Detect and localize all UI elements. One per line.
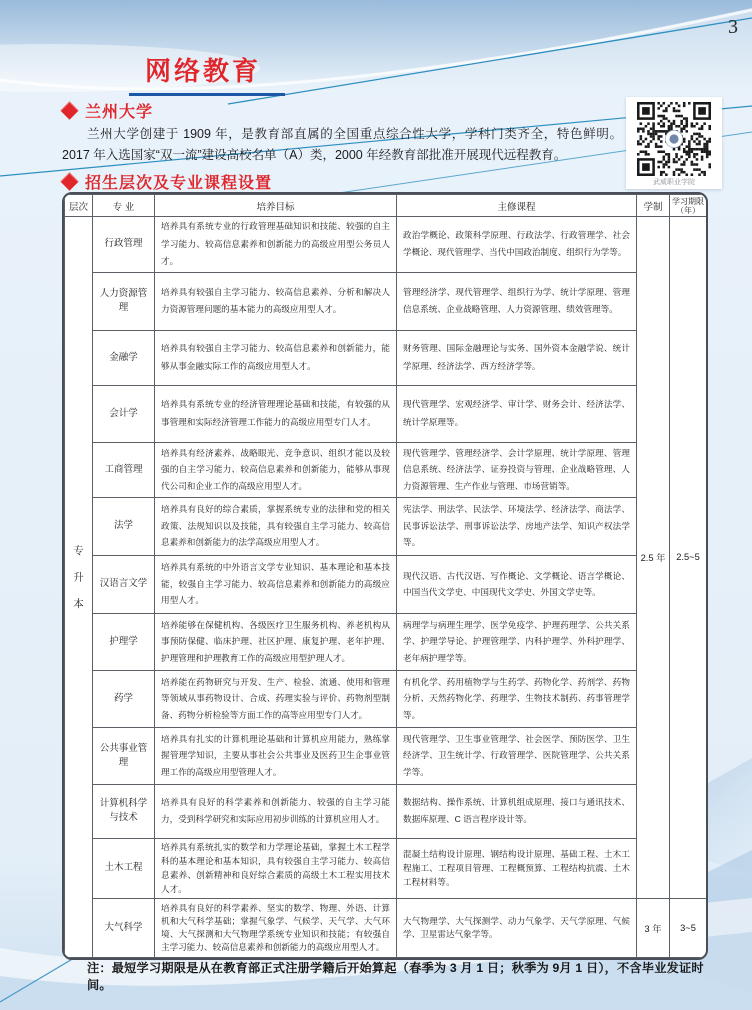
col-header-level: 层次 [65,195,93,217]
courses-cell: 政治学概论、政策科学原理、行政法学、行政管理学、社会学概论、现代管理学、当代中国政治制度、组织行为学等。 [397,217,637,273]
major-cell: 大气科学 [93,898,155,957]
col-header-goal: 培养目标 [155,195,397,217]
goal-cell: 培养具有系统专业的经济管理理论基础和技能，有较强的从事管理和实际经济管理工作能力的高级应用型专门人才。 [155,385,397,442]
courses-cell: 现代管理学、宏观经济学、审计学、财务会计、经济法学、统计学原理等。 [397,385,637,442]
goal-cell: 培养具有较强自主学习能力、较高信息素养和创新能力，能够从事金融实际工作的高级应用型人才。 [155,330,397,385]
duration-cell: 2.5 年 [637,217,670,899]
table-row [65,330,707,385]
goal-cell: 培养具有良好的科学素养和创新能力、较强的自主学习能力，受到科学研究和实际应用初步训练的计算机应用人才。 [155,784,397,838]
goal-cell: 培养能够在保健机构、各级医疗卫生服务机构、养老机构从事预防保健、临床护理、社区护理、康复护理、老年护理、护理管理和护理教育工作的高级应用型护理人才。 [155,613,397,670]
section-heading-label: 兰州大学 [85,104,154,121]
major-cell: 会计学 [93,385,155,442]
goal-cell: 培养具有系统扎实的数学和力学理论基础，掌握土木工程学科的基本理论和基本知识，具有较强自主学习能力、较高信息素养、创新精神和良好综合素质的高级土木工程实用技术人才。 [155,838,397,898]
goal-cell: 培养具有经济素养、战略眼光、竞争意识、组织才能以及较强的自主学习能力、较高信息素养和创新能力，能够从事现代公司和企业工作的高级应用型人才。 [155,442,397,497]
footnote: 注：最短学习期限是从在教育部正式注册学籍后开始算起（春季为 3 月 1 日；秋季为 9月 1 日），不含毕业发证时间。 [87,961,704,992]
goal-cell: 培养具有系统专业的行政管理基础知识和技能、较强的自主学习能力、较高信息素养和创新能力的高级应用型公务员人才。 [155,217,397,273]
goal-cell: 培养具有良好的科学素养、坚实的数学、物理、外语、计算机和大气科学基础；掌握气象学、气候学、天气学、大气环境、大气探测和大气物理学系统专业知识和技能；有较强自主学习能力、较高信息素养和创新能力的高级应用型人才。 [155,898,397,957]
courses-cell: 病理学与病理生理学、医学免疫学、护理药理学、公共关系学、护理学导论、护理管理学、内科护理学、外科护理学、老年病护理学等。 [397,613,637,670]
page-number: 3 [728,16,738,38]
duration-cell: 3 年 [637,898,670,957]
table-row [65,385,707,442]
major-cell: 公共事业管理 [93,727,155,784]
courses-cell: 宪法学、刑法学、民法学、环境法学、经济法学、商法学、民事诉讼法学、刑事诉讼法学、房地产法学、知识产权法学等。 [397,497,637,555]
table-row [65,497,707,555]
section-heading-lanzhou-university [63,99,153,122]
courses-cell: 大气物理学、大气探测学、动力气象学、天气学原理、气候学、卫星雷达气象学等。 [397,898,637,957]
major-cell: 土木工程 [93,838,155,898]
qr-code-icon [637,102,711,176]
level-cell: 专升本 [65,217,93,958]
section-heading-programs [63,170,272,193]
col-header-limit: 学习期限 （年） [670,195,707,217]
col-header-major: 专 业 [93,195,155,217]
table-row [65,217,707,273]
title-underline-rule [129,93,285,96]
courses-cell: 现代管理学、卫生事业管理学、社会医学、预防医学、卫生经济学、卫生统计学、行政管理学、医院管理学、公共关系学等。 [397,727,637,784]
courses-cell: 财务管理、国际金融理论与实务、国外资本金融学说、统计学原理、经济法学、西方经济学等。 [397,330,637,385]
major-cell: 药学 [93,670,155,727]
section-heading-label: 招生层次及专业课程设置 [85,175,273,192]
courses-cell: 混凝土结构设计原理、钢结构设计原理、基础工程、土木工程施工、工程项目管理、工程概预算、工程结构抗震、土木工程材料等。 [397,838,637,898]
diamond-bullet-icon [60,172,78,190]
qr-code-card [626,97,722,189]
qr-caption: 武威职业学院 [653,179,695,186]
goal-cell: 培养具有系统的中外语言文学专业知识、基本理论和基本技能，较强自主学习能力、较高信息素养和创新能力的高级应用型人才。 [155,555,397,613]
courses-cell: 现代管理学、管理经济学、会计学原理、统计学原理、管理信息系统、经济法学、证券投资与管理、企业战略管理、人力资源管理、生产作业与管理、市场营销等。 [397,442,637,497]
goal-cell: 培养能在药物研究与开发、生产、检验、流通、使用和管理等领域从事药物设计、合成、药理实验与评价、药物剂型制备、药物分析检验等方面工作的高等应用型专门人才。 [155,670,397,727]
table-row [65,727,707,784]
table-row [65,838,707,898]
courses-cell: 数据结构、操作系统、计算机组成原理、接口与通讯技术、数据库原理、C 语言程序设计等。 [397,784,637,838]
courses-cell: 现代汉语、古代汉语、写作概论、文学概论、语言学概论、中国当代文学史、中国现代文学史、外国文学史等。 [397,555,637,613]
major-cell: 汉语言文学 [93,555,155,613]
major-cell: 工商管理 [93,442,155,497]
col-header-duration: 学制 [637,195,670,217]
diamond-bullet-icon [60,101,78,119]
goal-cell: 培养具有较强自主学习能力、较高信息素养、分析和解决人力资源管理问题的基本能力的高级应用型人才。 [155,272,397,330]
major-cell: 金融学 [93,330,155,385]
col-header-courses: 主修课程 [397,195,637,217]
table-row [65,898,707,957]
goal-cell: 培养具有良好的综合素质，掌握系统专业的法律和党的相关政策、法规知识以及技能，具有较强自主学习能力、较高信息素养和创新能力的法学高级应用型人才。 [155,497,397,555]
limit-cell: 2.5~5 [670,217,707,899]
table-row [65,555,707,613]
courses-cell: 管理经济学、现代管理学、组织行为学、统计学原理、管理信息系统、企业战略管理、人力资源管理、绩效管理等。 [397,272,637,330]
table-row [65,272,707,330]
major-cell: 护理学 [93,613,155,670]
major-cell: 人力资源管理 [93,272,155,330]
page-title: 网络教育 [145,56,262,86]
table-header-row [65,195,707,217]
table-row [65,670,707,727]
university-intro-paragraph: 兰州大学创建于 1909 年，是教育部直属的全国重点综合性大学，学科门类齐全，特色鲜明。2017 年入选国家“双一流”建设高校名单（A）类，2000 年经教育部批准开展现代远程教育。 [62,127,622,162]
table-row [65,784,707,838]
major-cell: 计算机科学与技术 [93,784,155,838]
major-cell: 法学 [93,497,155,555]
courses-cell: 有机化学、药用植物学与生药学、药物化学、药剂学、药物分析、天然药物化学、药理学、生物技术制药、药事管理学等。 [397,670,637,727]
programs-table [62,192,708,960]
table-row [65,442,707,497]
major-cell: 行政管理 [93,217,155,273]
table-row [65,613,707,670]
goal-cell: 培养具有扎实的计算机理论基础和计算机应用能力，熟练掌握管理学知识，主要从事社会公共事业及医药卫生企事业管理工作的高级应用型管理人才。 [155,727,397,784]
limit-cell: 3~5 [670,898,707,957]
